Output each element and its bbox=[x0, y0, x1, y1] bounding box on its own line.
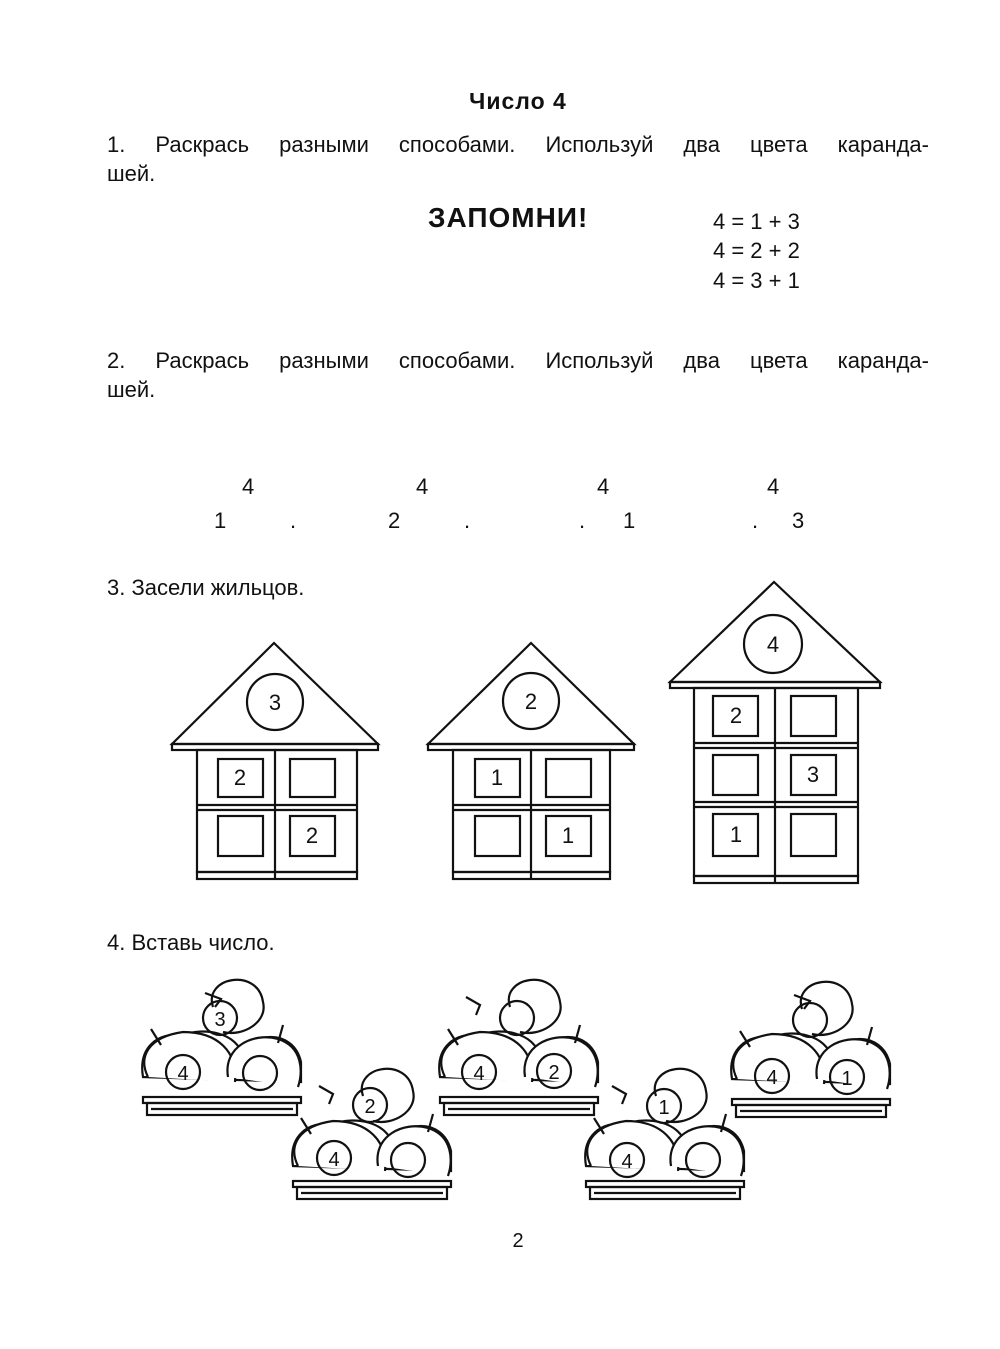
house-1-roof-number: 3 bbox=[268, 690, 282, 715]
decomp-3-top: 4 bbox=[597, 474, 610, 499]
basket-2-top-number: 2 bbox=[364, 1096, 376, 1118]
page-number: 2 bbox=[512, 1230, 524, 1252]
decomp-4-right: 3 bbox=[792, 508, 805, 533]
house-1-cell-4-number: 2 bbox=[305, 823, 319, 848]
decomp-2-left: 2 bbox=[388, 508, 401, 533]
house-3 bbox=[670, 582, 880, 883]
basket-2-left-number: 4 bbox=[328, 1149, 340, 1171]
decomp-1-top: 4 bbox=[242, 474, 255, 499]
remember-label: ЗАПОМНИ! bbox=[428, 202, 589, 233]
decomp-4-top: 4 bbox=[767, 474, 780, 499]
house-2-roof-number: 2 bbox=[524, 689, 538, 714]
house-1 bbox=[172, 643, 378, 879]
basket-4-left-number: 4 bbox=[621, 1151, 633, 1173]
basket-3-right-number: 2 bbox=[548, 1062, 560, 1084]
house-3-cell-2 bbox=[791, 696, 836, 736]
decomp-3-right: 1 bbox=[623, 508, 636, 533]
equation-2: 4 = 2 + 2 bbox=[713, 238, 800, 263]
decomp-3-left: . bbox=[579, 508, 586, 533]
basket-5-left-number: 4 bbox=[766, 1067, 778, 1089]
basket-4-top-number: 1 bbox=[658, 1097, 670, 1119]
decomp-2-top: 4 bbox=[416, 474, 429, 499]
equation-3: 4 = 3 + 1 bbox=[713, 268, 800, 293]
house-1-cell-3 bbox=[218, 816, 263, 856]
house-3-cell-1-number: 2 bbox=[729, 703, 743, 728]
house-2-cell-3 bbox=[475, 816, 520, 856]
house-3-roof-number: 4 bbox=[766, 632, 780, 657]
house-3-cell-3 bbox=[713, 755, 758, 795]
house-1-cell-2 bbox=[290, 759, 335, 797]
basket-1-top-number: 3 bbox=[214, 1009, 226, 1031]
task2-line2: шей. bbox=[107, 377, 156, 402]
house-3-cell-6 bbox=[791, 814, 836, 856]
equation-1: 4 = 1 + 3 bbox=[713, 209, 800, 234]
house-3-cell-5-number: 1 bbox=[729, 822, 743, 847]
task3-text: 3. Засели жильцов. bbox=[107, 575, 305, 600]
task1-line1: 1. Раскрась разными способами. Используй два цвета каранда- bbox=[107, 132, 929, 157]
basket-1-left-number: 4 bbox=[177, 1063, 189, 1085]
task2-line1: 2. Раскрась разными способами. Используй два цвета каранда- bbox=[107, 348, 929, 373]
decomp-4-left: . bbox=[752, 508, 759, 533]
house-2-cell-2 bbox=[546, 759, 591, 797]
house-3-cell-4-number: 3 bbox=[806, 762, 820, 787]
basket-3-left-number: 4 bbox=[473, 1063, 485, 1085]
page-title: Число 4 bbox=[469, 88, 567, 114]
house-2 bbox=[428, 643, 634, 879]
house-1-cell-1-number: 2 bbox=[233, 765, 247, 790]
decomp-1-right: . bbox=[290, 508, 297, 533]
house-2-cell-4-number: 1 bbox=[561, 823, 575, 848]
decomp-1-left: 1 bbox=[214, 508, 227, 533]
basket-5-right-number: 1 bbox=[841, 1068, 853, 1090]
decomp-2-right: . bbox=[464, 508, 471, 533]
house-2-cell-1-number: 1 bbox=[490, 765, 504, 790]
task4-text: 4. Вставь число. bbox=[107, 930, 275, 955]
task1-line2: шей. bbox=[107, 161, 156, 186]
